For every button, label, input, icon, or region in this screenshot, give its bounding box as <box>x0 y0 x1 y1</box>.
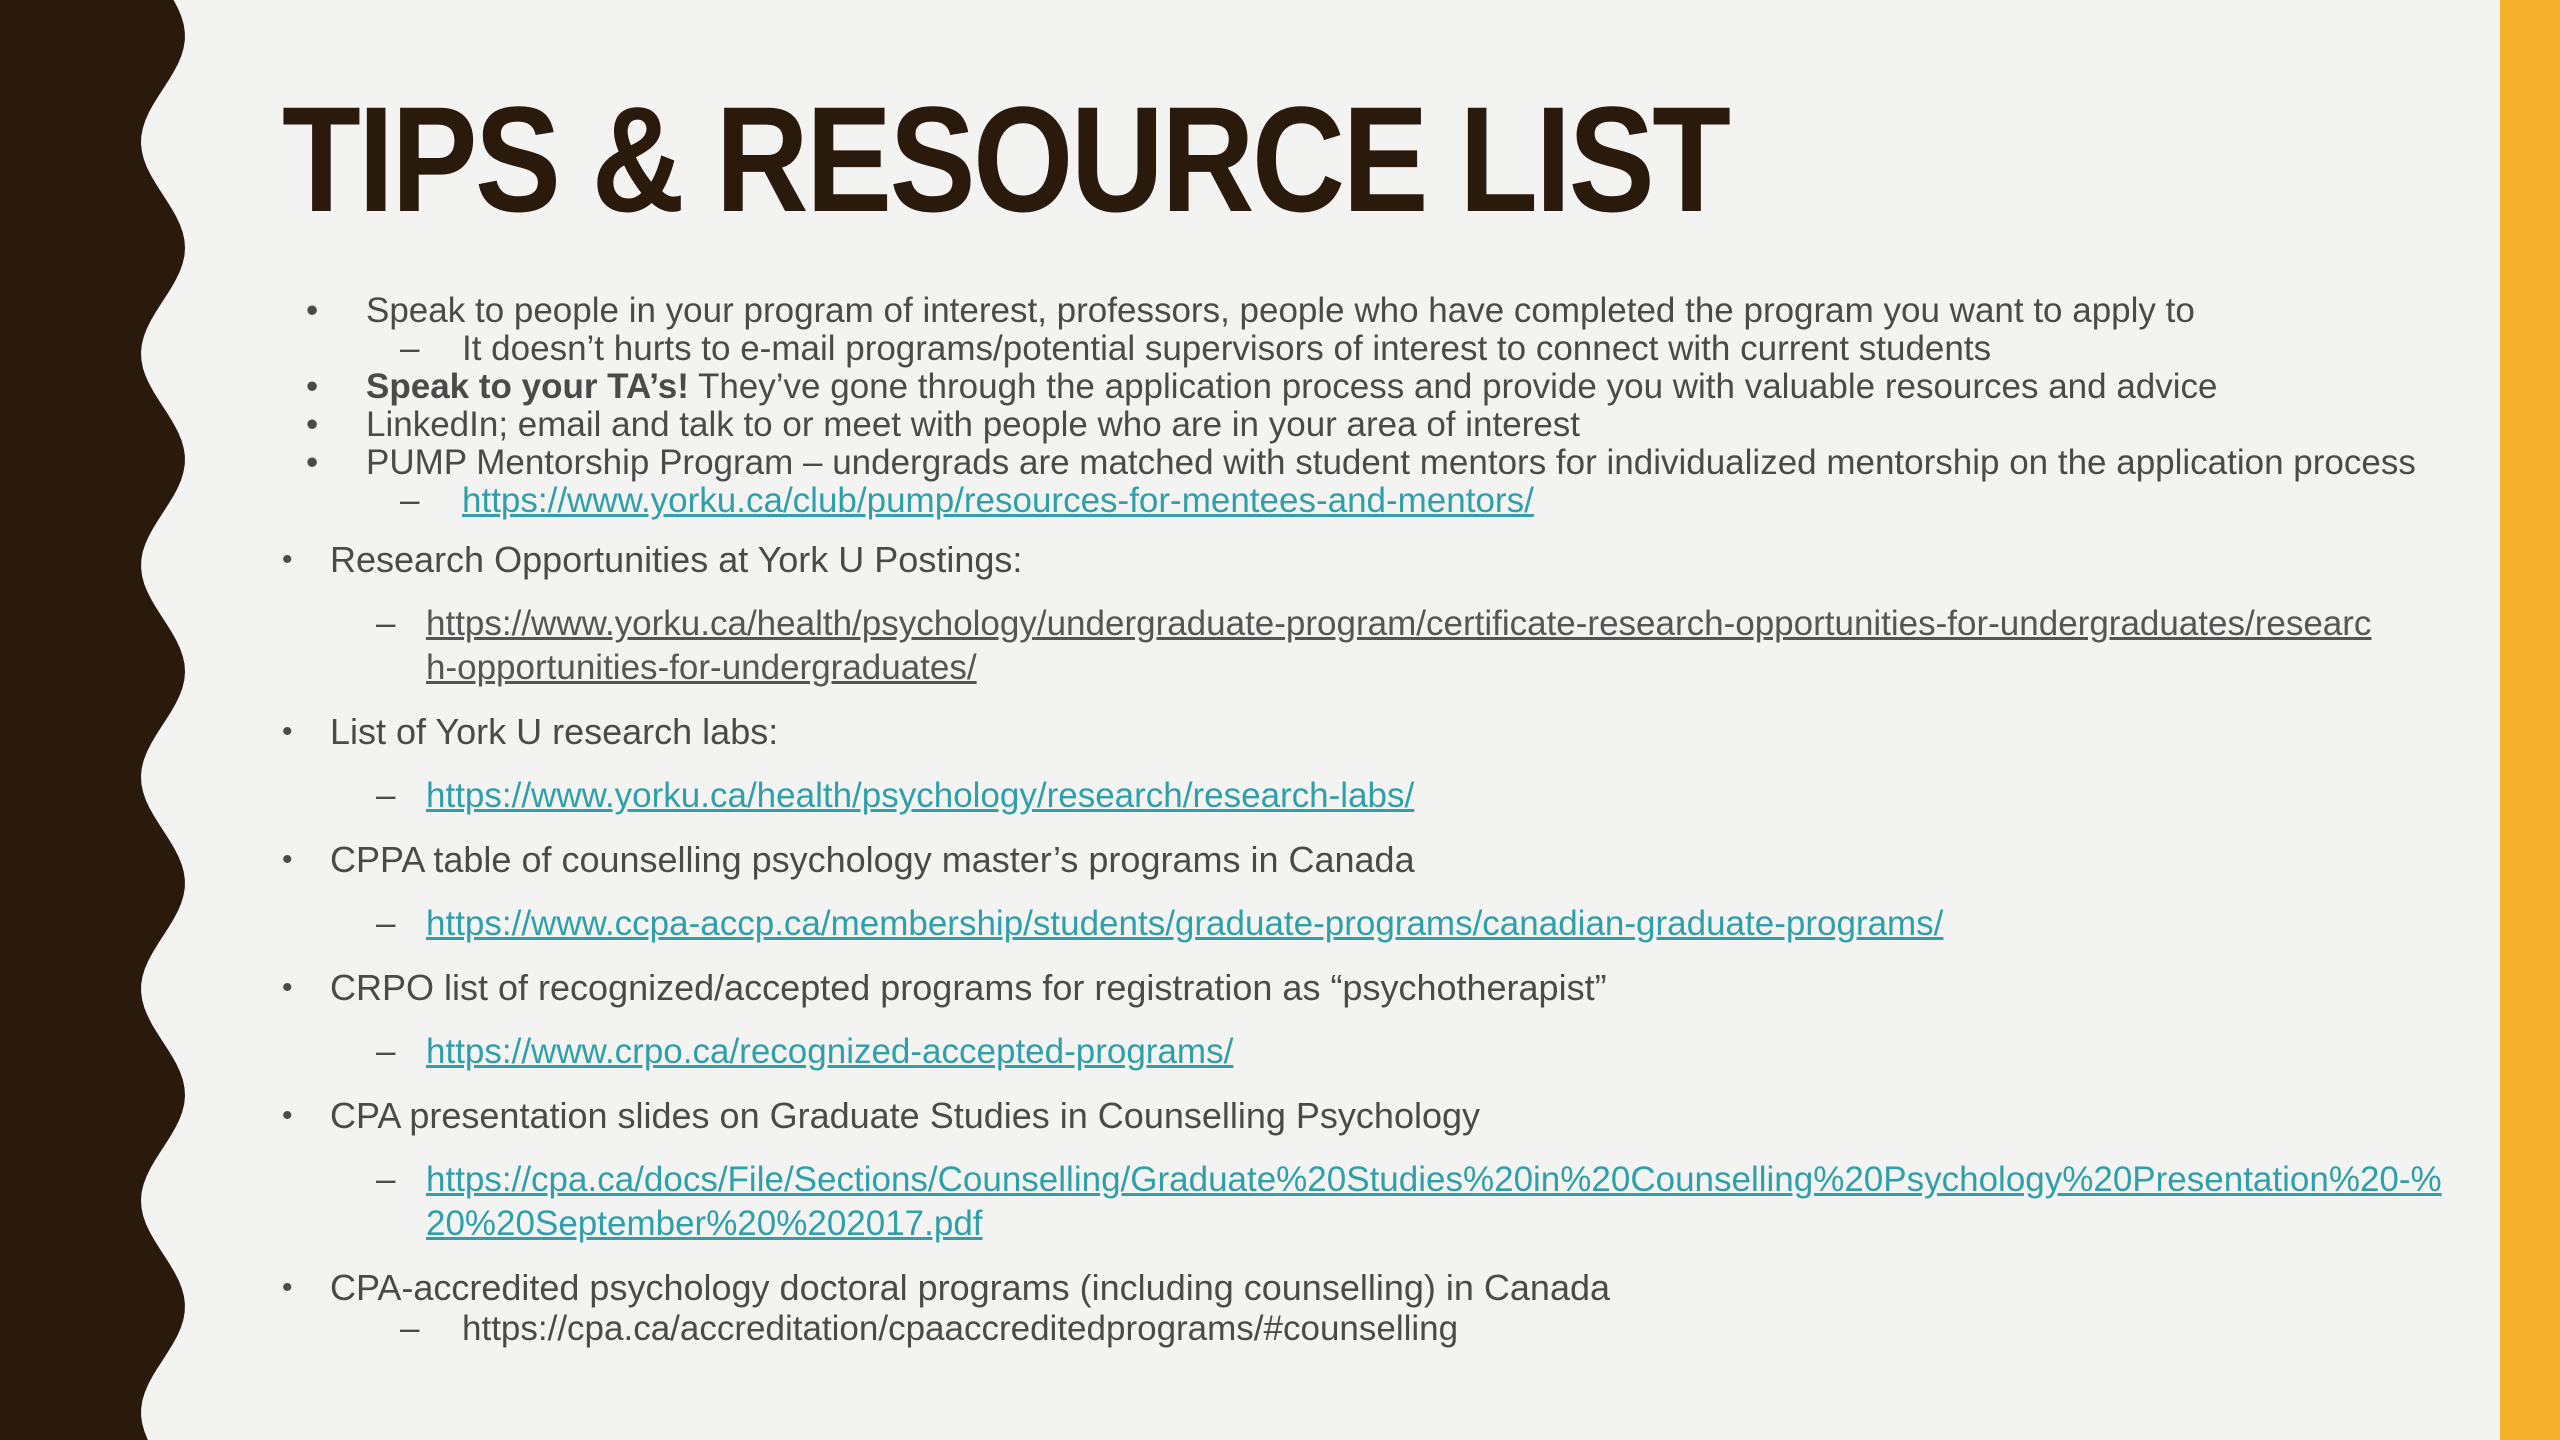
bullet-icon: • <box>306 291 319 330</box>
item-text: CPA-accredited psychology doctoral programs (including counselling) in Canada <box>330 1267 1611 1308</box>
sub-list-item <box>282 330 2482 368</box>
list-item <box>282 1096 2482 1136</box>
bullet-icon: • <box>282 971 293 1004</box>
list-item <box>282 712 2482 752</box>
slide-title: TIPS & RESOURCE LIST <box>282 75 1729 243</box>
sub-list-item <box>282 1310 2482 1348</box>
item-text: LinkedIn; email and talk to or meet with people who are in your area of interest <box>366 405 1581 444</box>
bullet-icon: • <box>282 543 293 576</box>
dash-icon: – <box>400 329 420 368</box>
list-item <box>282 368 2482 406</box>
list-item <box>282 292 2482 330</box>
cpa-accreditation-url: https://cpa.ca/accreditation/cpaaccreditedprograms/#counselling <box>462 1309 1459 1348</box>
item-text: CRPO list of recognized/accepted programs for registration as “psychotherapist” <box>330 967 1607 1008</box>
list-item <box>282 540 2482 580</box>
sub-list-item <box>282 1158 2446 1246</box>
dash-icon: – <box>400 481 420 520</box>
sub-list-item <box>282 482 2482 520</box>
list-item <box>282 840 2482 880</box>
item-text: Research Opportunities at York U Postings: <box>330 539 1023 580</box>
right-accent-band <box>2500 0 2560 1440</box>
tips-list <box>282 292 2482 520</box>
sub-list-item <box>282 774 2482 818</box>
bullet-icon: • <box>282 1271 293 1304</box>
dash-icon: – <box>376 1032 396 1071</box>
research-opportunities-link[interactable]: https://www.yorku.ca/health/psychology/undergraduate-program/certificate-research-opportunities-for-undergraduates/research-opportunities-for-undergraduates/ <box>426 604 2372 687</box>
bullet-icon: • <box>282 843 293 876</box>
dash-icon: – <box>376 604 396 643</box>
item-text: CPA presentation slides on Graduate Studies in Counselling Psychology <box>330 1095 1481 1136</box>
list-item <box>282 406 2482 444</box>
dash-icon: – <box>376 776 396 815</box>
item-text: PUMP Mentorship Program – undergrads are matched with student mentors for individualized mentorship on the application process <box>366 443 2416 482</box>
item-text: They’ve gone through the application process and provide you with valuable resources and advice <box>688 367 2218 406</box>
list-item <box>282 1268 2482 1308</box>
resource-list <box>282 540 2482 1348</box>
bullet-icon: • <box>306 405 319 444</box>
crpo-programs-link[interactable]: https://www.crpo.ca/recognized-accepted-programs/ <box>426 1032 1234 1071</box>
slide-content <box>282 292 2482 1348</box>
pump-resources-link[interactable]: https://www.yorku.ca/club/pump/resources-for-mentees-and-mentors/ <box>462 481 1534 520</box>
item-text: It doesn’t hurts to e-mail programs/potential supervisors of interest to connect with current students <box>462 329 1992 368</box>
dash-icon: – <box>376 1160 396 1199</box>
item-text: CPPA table of counselling psychology master’s programs in Canada <box>330 839 1415 880</box>
bullet-icon: • <box>282 1099 293 1132</box>
left-wavy-band <box>0 0 200 1440</box>
bullet-icon: • <box>306 367 319 406</box>
research-labs-link[interactable]: https://www.yorku.ca/health/psychology/research/research-labs/ <box>426 776 1415 815</box>
item-text: List of York U research labs: <box>330 711 779 752</box>
item-text: Speak to people in your program of interest, professors, people who have completed the program you want to apply to <box>366 291 2195 330</box>
cpa-slides-link[interactable]: https://cpa.ca/docs/File/Sections/Counselling/Graduate%20Studies%20in%20Counselling%20Psychology%20Presentation%20-%20%20September%20%202017.pdf <box>426 1160 2442 1243</box>
list-item <box>282 444 2446 482</box>
bullet-icon: • <box>282 715 293 748</box>
dash-icon: – <box>376 904 396 943</box>
sub-list-item <box>282 1030 2482 1074</box>
bullet-icon: • <box>306 443 319 482</box>
ccpa-programs-link[interactable]: https://www.ccpa-accp.ca/membership/students/graduate-programs/canadian-graduate-programs/ <box>426 904 1944 943</box>
sub-list-item <box>282 602 2386 690</box>
dash-icon: – <box>400 1309 420 1348</box>
sub-list-item <box>282 902 2482 946</box>
list-item <box>282 968 2482 1008</box>
item-bold-text: Speak to your TA’s! <box>366 367 689 406</box>
